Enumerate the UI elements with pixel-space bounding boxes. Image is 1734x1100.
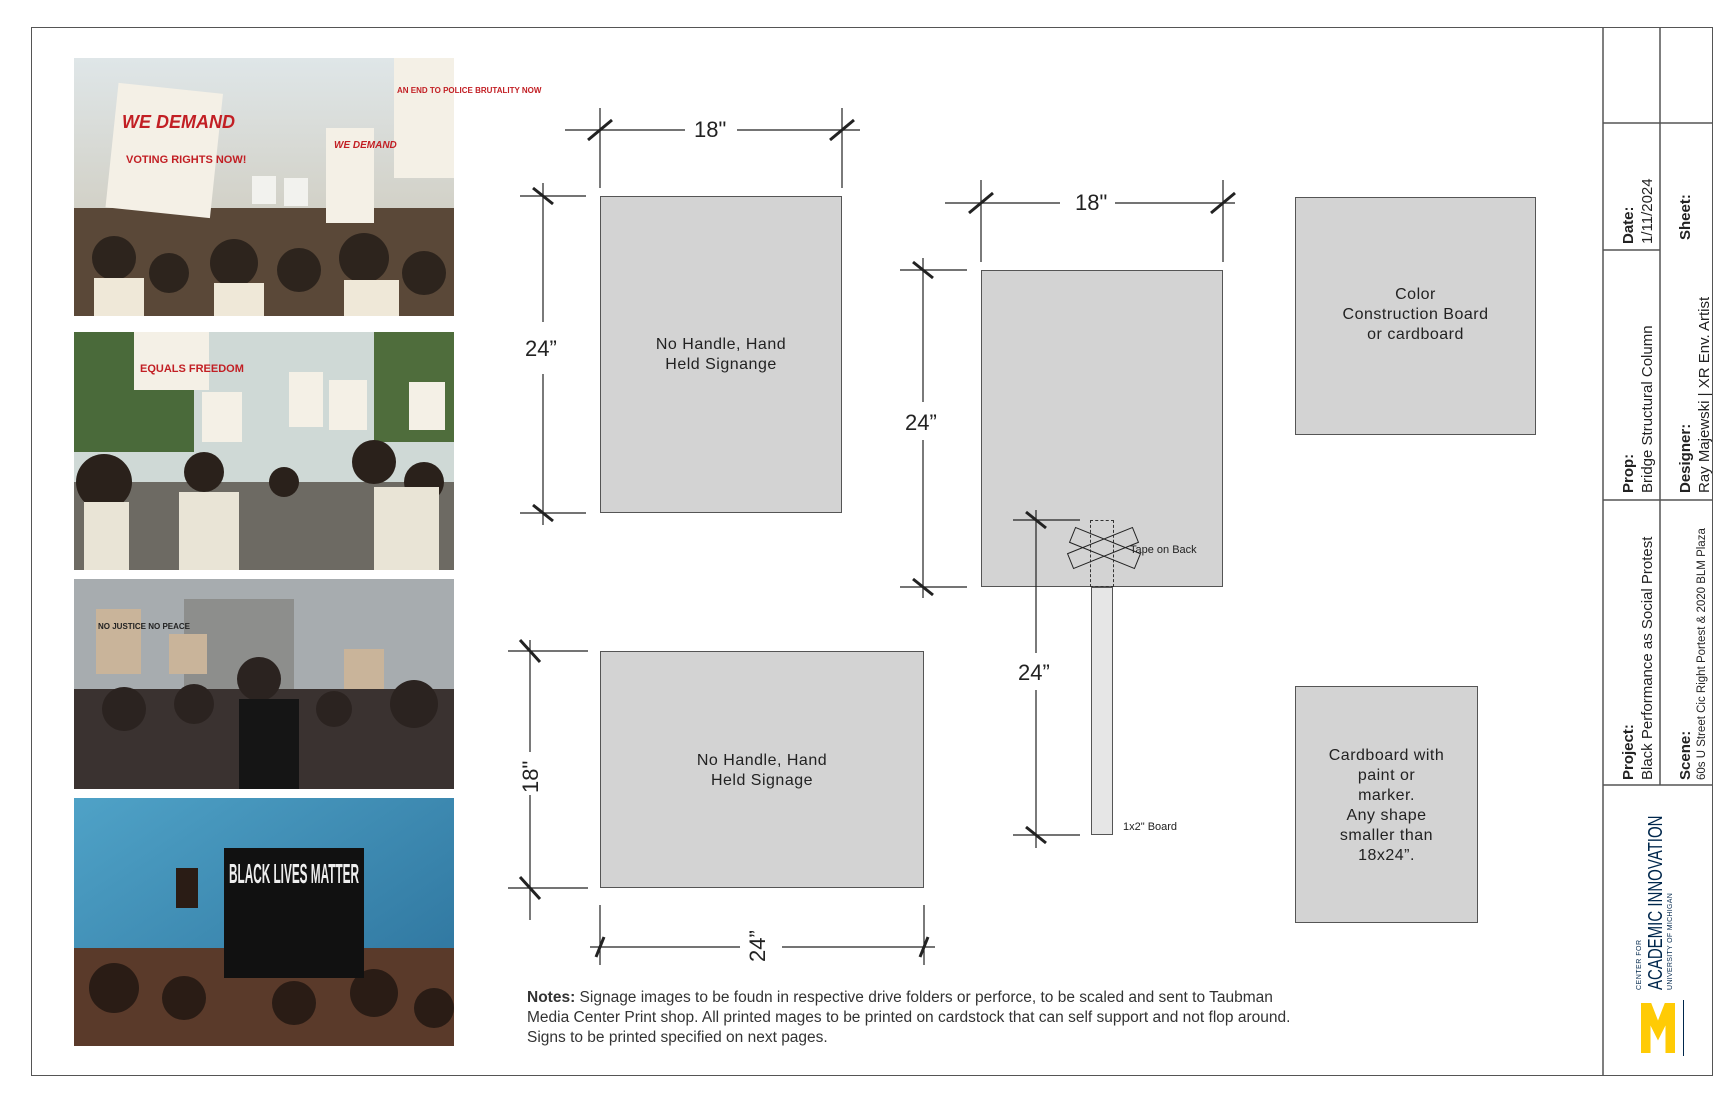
notes-line-3: Signs to be printed specified on next pages.	[527, 1029, 828, 1046]
sign-b-height-dimension: 18"	[518, 760, 543, 793]
sign-d-label: Cardboard with paint or marker. Any shape smaller than 18x24”.	[1328, 747, 1445, 864]
sign-b-label: No Handle, Hand Held Signage	[696, 752, 828, 789]
prop-value: Bridge Structural Column	[1639, 325, 1656, 493]
photo4-sign-text: BLACK LIVES MATTER	[229, 858, 359, 889]
photo1-sign-text-4: AN END TO POLICE BRUTALITY NOW	[397, 86, 542, 95]
photo2-sign-text-1: EQUALS FREEDOM	[140, 363, 244, 375]
scene-value: 60s U Street Cic Right Portest & 2020 BLM Plaza	[1696, 528, 1708, 780]
sign-b-width-dimension: 24”	[745, 930, 770, 962]
logo-university: UNIVERSITY OF MICHIGAN	[1667, 892, 1674, 990]
handle-length-dimension: 24”	[1018, 660, 1050, 685]
sheet-label: Sheet:	[1677, 194, 1694, 240]
designer-label: Designer:	[1677, 423, 1694, 493]
sign-c-label: Color Construction Board or cardboard	[1342, 286, 1489, 343]
sign-handle-height-dimension: 24”	[905, 410, 937, 435]
designer-value: Ray Majewski | XR Env. Artist	[1696, 296, 1713, 493]
board-annotation: 1x2" Board	[1123, 821, 1178, 833]
sign-handle-width-dimension: 18"	[1075, 190, 1108, 215]
photo1-sign-text-3: VOTING RIGHTS NOW!	[126, 154, 247, 166]
sign-a-width-dimension: 18"	[694, 117, 727, 142]
project-value: Black Performance as Social Protest	[1639, 536, 1656, 780]
notes-line-1: Signage images to be foudn in respective drive folders or perforce, to be scaled and sent to Taubman	[579, 989, 1273, 1006]
sign-a-label: No Handle, Hand Held Signange	[655, 336, 787, 373]
scene-label: Scene:	[1677, 730, 1694, 780]
prop-label: Prop:	[1620, 453, 1637, 493]
tape-annotation: Tape on Back	[1130, 544, 1197, 556]
date-label: Date:	[1620, 206, 1637, 244]
project-label: Project:	[1620, 724, 1637, 780]
notes-line-2: Media Center Print shop. All printed mages to be printed on cardstock that can self support and not flop around.	[527, 1009, 1291, 1026]
notes-heading: Notes:	[527, 989, 576, 1006]
logo-center-for: CENTER FOR	[1636, 939, 1643, 990]
photo3-sign-text-1: NO JUSTICE NO PEACE	[98, 622, 191, 631]
date-value: 1/11/2024	[1639, 178, 1656, 244]
sign-a-height-dimension: 24”	[525, 336, 557, 361]
photo1-sign-text-1: WE DEMAND	[122, 112, 235, 132]
photo1-sign-text-2: WE DEMAND	[334, 140, 397, 151]
logo-divider	[1683, 1000, 1684, 1056]
logo-academic-innovation: ACADEMIC INNOVATION	[1645, 815, 1667, 990]
